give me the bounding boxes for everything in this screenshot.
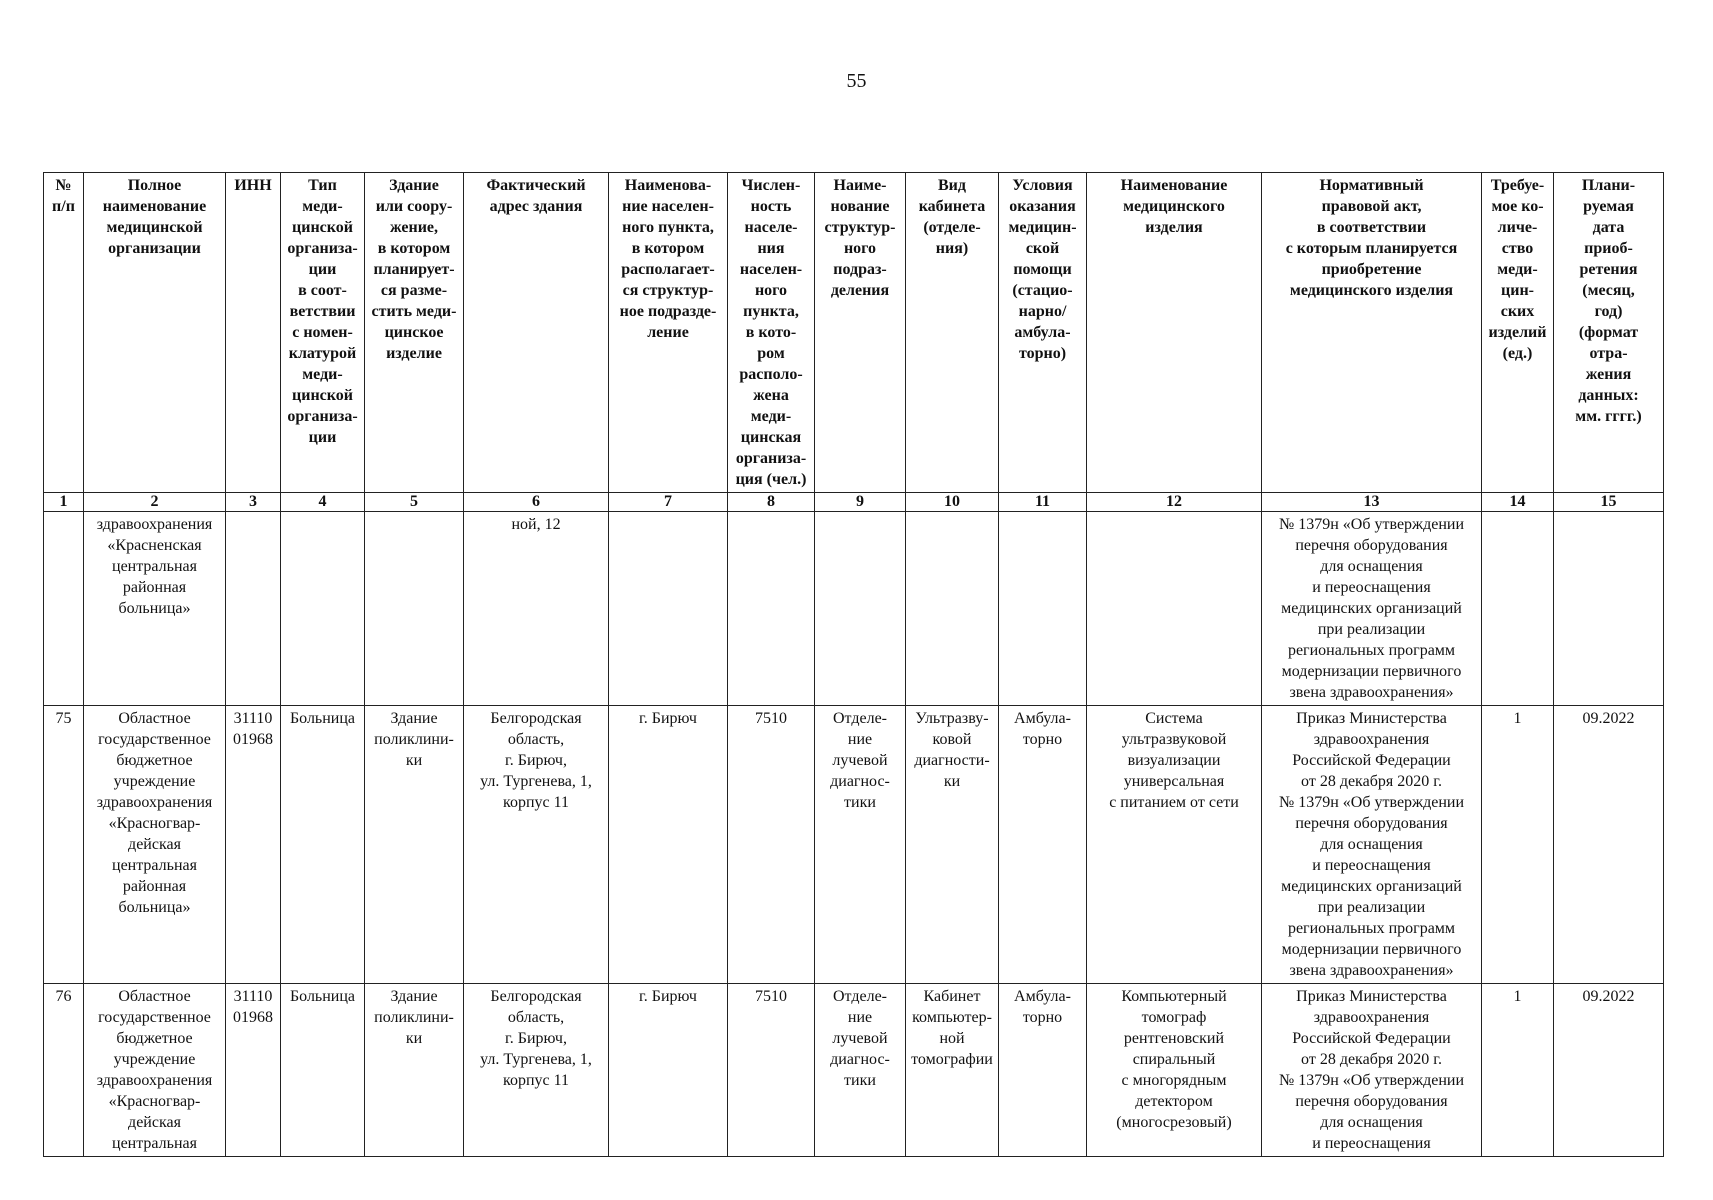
equipment-table bbox=[43, 172, 1664, 1157]
col-number: 12 bbox=[1087, 493, 1262, 512]
cell-org: Областное государственное бюджетное учреждение здравоохранения «Красногвар- дейская центральная bbox=[84, 984, 226, 1157]
col-header: Наименова- ние населен- ного пункта, в котором располагает- ся структур- ное подразде- ление bbox=[609, 173, 728, 493]
col-header: Числен- ность населе- ния населен- ного пункта, в кото- ром располо- жена меди- цинская организа- ция (чел.) bbox=[728, 173, 815, 493]
cell-date: 09.2022 bbox=[1554, 984, 1664, 1157]
cell-address: Белгородская область, г. Бирюч, ул. Тургенева, 1, корпус 11 bbox=[464, 984, 609, 1157]
col-number: 3 bbox=[226, 493, 281, 512]
col-header: Условия оказания медицин- ской помощи (стацио- нарно/ амбула- торно) bbox=[999, 173, 1087, 493]
col-header: Требуе- мое ко- личе- ство меди- цин- ских изделий (ед.) bbox=[1482, 173, 1554, 493]
col-number: 13 bbox=[1262, 493, 1482, 512]
cell-population: 7510 bbox=[728, 984, 815, 1157]
cell-type: Больница bbox=[281, 984, 365, 1157]
col-number: 4 bbox=[281, 493, 365, 512]
col-header: Фактический адрес здания bbox=[464, 173, 609, 493]
col-number: 1 bbox=[44, 493, 84, 512]
cell-locality: г. Бирюч bbox=[609, 984, 728, 1157]
cell-no: 76 bbox=[44, 984, 84, 1157]
cell-department bbox=[815, 512, 906, 706]
cell-department: Отделе- ние лучевой диагнос- тики bbox=[815, 706, 906, 984]
cell-conditions: Амбула- торно bbox=[999, 706, 1087, 984]
cell-no: 75 bbox=[44, 706, 84, 984]
cell-device: Система ультразвуковой визуализации универсальная с питанием от сети bbox=[1087, 706, 1262, 984]
col-header: Плани- руемая дата приоб- ретения (месяц, год) (формат отра- жения данных: мм. гггг.) bbox=[1554, 173, 1664, 493]
cell-conditions: Амбула- торно bbox=[999, 984, 1087, 1157]
col-header: Нормативный правовой акт, в соответствии с которым планируется приобретение медицинского изделия bbox=[1262, 173, 1482, 493]
cell-date: 09.2022 bbox=[1554, 706, 1664, 984]
col-number: 6 bbox=[464, 493, 609, 512]
header-row bbox=[44, 173, 1664, 493]
table-row bbox=[44, 512, 1664, 706]
col-header: Здание или соору- жение, в котором планирует- ся разме- стить меди- цинское изделие bbox=[365, 173, 464, 493]
cell-cabinet: Кабинет компьютер- ной томографии bbox=[906, 984, 999, 1157]
cell-no bbox=[44, 512, 84, 706]
cell-address: ной, 12 bbox=[464, 512, 609, 706]
cell-date bbox=[1554, 512, 1664, 706]
table-row bbox=[44, 984, 1664, 1157]
cell-cabinet: Ультразву- ковой диагности- ки bbox=[906, 706, 999, 984]
cell-population: 7510 bbox=[728, 706, 815, 984]
col-header: № п/п bbox=[44, 173, 84, 493]
cell-address: Белгородская область, г. Бирюч, ул. Тургенева, 1, корпус 11 bbox=[464, 706, 609, 984]
col-header: ИНН bbox=[226, 173, 281, 493]
cell-qty: 1 bbox=[1482, 706, 1554, 984]
cell-conditions bbox=[999, 512, 1087, 706]
col-number: 2 bbox=[84, 493, 226, 512]
page-number: 55 bbox=[846, 70, 867, 92]
cell-locality bbox=[609, 512, 728, 706]
cell-type: Больница bbox=[281, 706, 365, 984]
col-number: 14 bbox=[1482, 493, 1554, 512]
cell-locality: г. Бирюч bbox=[609, 706, 728, 984]
cell-building: Здание поликлини- ки bbox=[365, 984, 464, 1157]
col-header: Вид кабинета (отделе- ния) bbox=[906, 173, 999, 493]
cell-building: Здание поликлини- ки bbox=[365, 706, 464, 984]
col-number: 5 bbox=[365, 493, 464, 512]
cell-device: Компьютерный томограф рентгеновский спиральный с многорядным детектором (многосрезовый) bbox=[1087, 984, 1262, 1157]
cell-cabinet bbox=[906, 512, 999, 706]
cell-department: Отделе- ние лучевой диагнос- тики bbox=[815, 984, 906, 1157]
cell-inn bbox=[226, 512, 281, 706]
cell-qty bbox=[1482, 512, 1554, 706]
cell-inn: 31110 01968 bbox=[226, 706, 281, 984]
cell-population bbox=[728, 512, 815, 706]
col-header: Тип меди- цинской организа- ции в соот- ветствии с номен- клатурой меди- цинской организа- ции bbox=[281, 173, 365, 493]
cell-legal-act: Приказ Министерства здравоохранения Российской Федерации от 28 декабря 2020 г. № 1379н «Об утверждении перечня оборудования для оснащения и переоснащения bbox=[1262, 984, 1482, 1157]
cell-qty: 1 bbox=[1482, 984, 1554, 1157]
cell-legal-act: Приказ Министерства здравоохранения Российской Федерации от 28 декабря 2020 г. № 1379н «Об утверждении перечня оборудования для оснащения и переоснащения медицинских организаций при реализации региональных программ модернизации первичного звена здравоохранения» bbox=[1262, 706, 1482, 984]
col-number: 7 bbox=[609, 493, 728, 512]
col-number: 10 bbox=[906, 493, 999, 512]
col-header: Наименование медицинского изделия bbox=[1087, 173, 1262, 493]
table-row bbox=[44, 706, 1664, 984]
col-number: 9 bbox=[815, 493, 906, 512]
col-number: 8 bbox=[728, 493, 815, 512]
cell-inn: 31110 01968 bbox=[226, 984, 281, 1157]
cell-type bbox=[281, 512, 365, 706]
cell-org: здравоохранения «Красненская центральная районная больница» bbox=[84, 512, 226, 706]
cell-org: Областное государственное бюджетное учреждение здравоохранения «Красногвар- дейская центральная районная больница» bbox=[84, 706, 226, 984]
cell-legal-act: № 1379н «Об утверждении перечня оборудования для оснащения и переоснащения медицинских организаций при реализации региональных программ модернизации первичного звена здравоохранения» bbox=[1262, 512, 1482, 706]
cell-building bbox=[365, 512, 464, 706]
column-number-row bbox=[44, 493, 1664, 512]
col-header: Полное наименование медицинской организации bbox=[84, 173, 226, 493]
col-number: 15 bbox=[1554, 493, 1664, 512]
col-header: Наиме- нование структур- ного подраз- деления bbox=[815, 173, 906, 493]
cell-device bbox=[1087, 512, 1262, 706]
col-number: 11 bbox=[999, 493, 1087, 512]
